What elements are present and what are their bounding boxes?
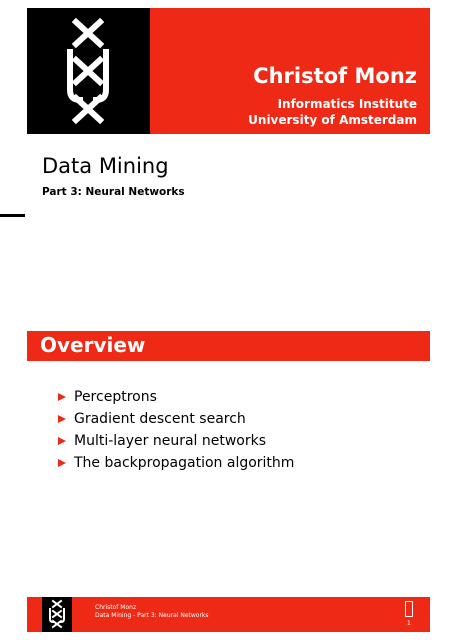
affiliation-line: Informatics Institute bbox=[277, 97, 417, 111]
affiliation bbox=[248, 96, 417, 128]
page-number: 1 bbox=[407, 620, 411, 627]
triangle-bullet-icon bbox=[58, 393, 66, 401]
list-item-text: Multi-layer neural networks bbox=[74, 433, 267, 449]
affiliation-line: University of Amsterdam bbox=[248, 113, 417, 127]
deck-subtitle: Part 3: Neural Networks bbox=[42, 186, 185, 198]
list-item-text: Gradient descent search bbox=[74, 411, 246, 427]
list-item bbox=[58, 386, 294, 408]
footer-author: Christof Monz bbox=[95, 604, 137, 611]
footer-title: Data Mining - Part 3: Neural Networks bbox=[95, 612, 209, 619]
uva-logo-icon bbox=[27, 8, 150, 134]
triangle-bullet-icon bbox=[58, 415, 66, 423]
author-name: Christof Monz bbox=[253, 64, 417, 88]
triangle-bullet-icon bbox=[58, 459, 66, 467]
deck-title: Data Mining bbox=[42, 154, 169, 178]
footer-logo-icon bbox=[42, 597, 72, 632]
list-item-text: The backpropagation algorithm bbox=[74, 455, 295, 471]
list-item bbox=[58, 408, 294, 430]
list-item-text: Perceptrons bbox=[74, 389, 157, 405]
bullet-list bbox=[58, 386, 294, 474]
footer-text bbox=[95, 604, 209, 620]
list-item bbox=[58, 430, 294, 452]
bookmark-icon[interactable] bbox=[405, 601, 413, 617]
divider bbox=[0, 214, 25, 217]
section-header bbox=[27, 331, 430, 361]
footer bbox=[27, 597, 430, 632]
triangle-bullet-icon bbox=[58, 437, 66, 445]
list-item bbox=[58, 452, 294, 474]
section-title: Overview bbox=[40, 333, 146, 357]
